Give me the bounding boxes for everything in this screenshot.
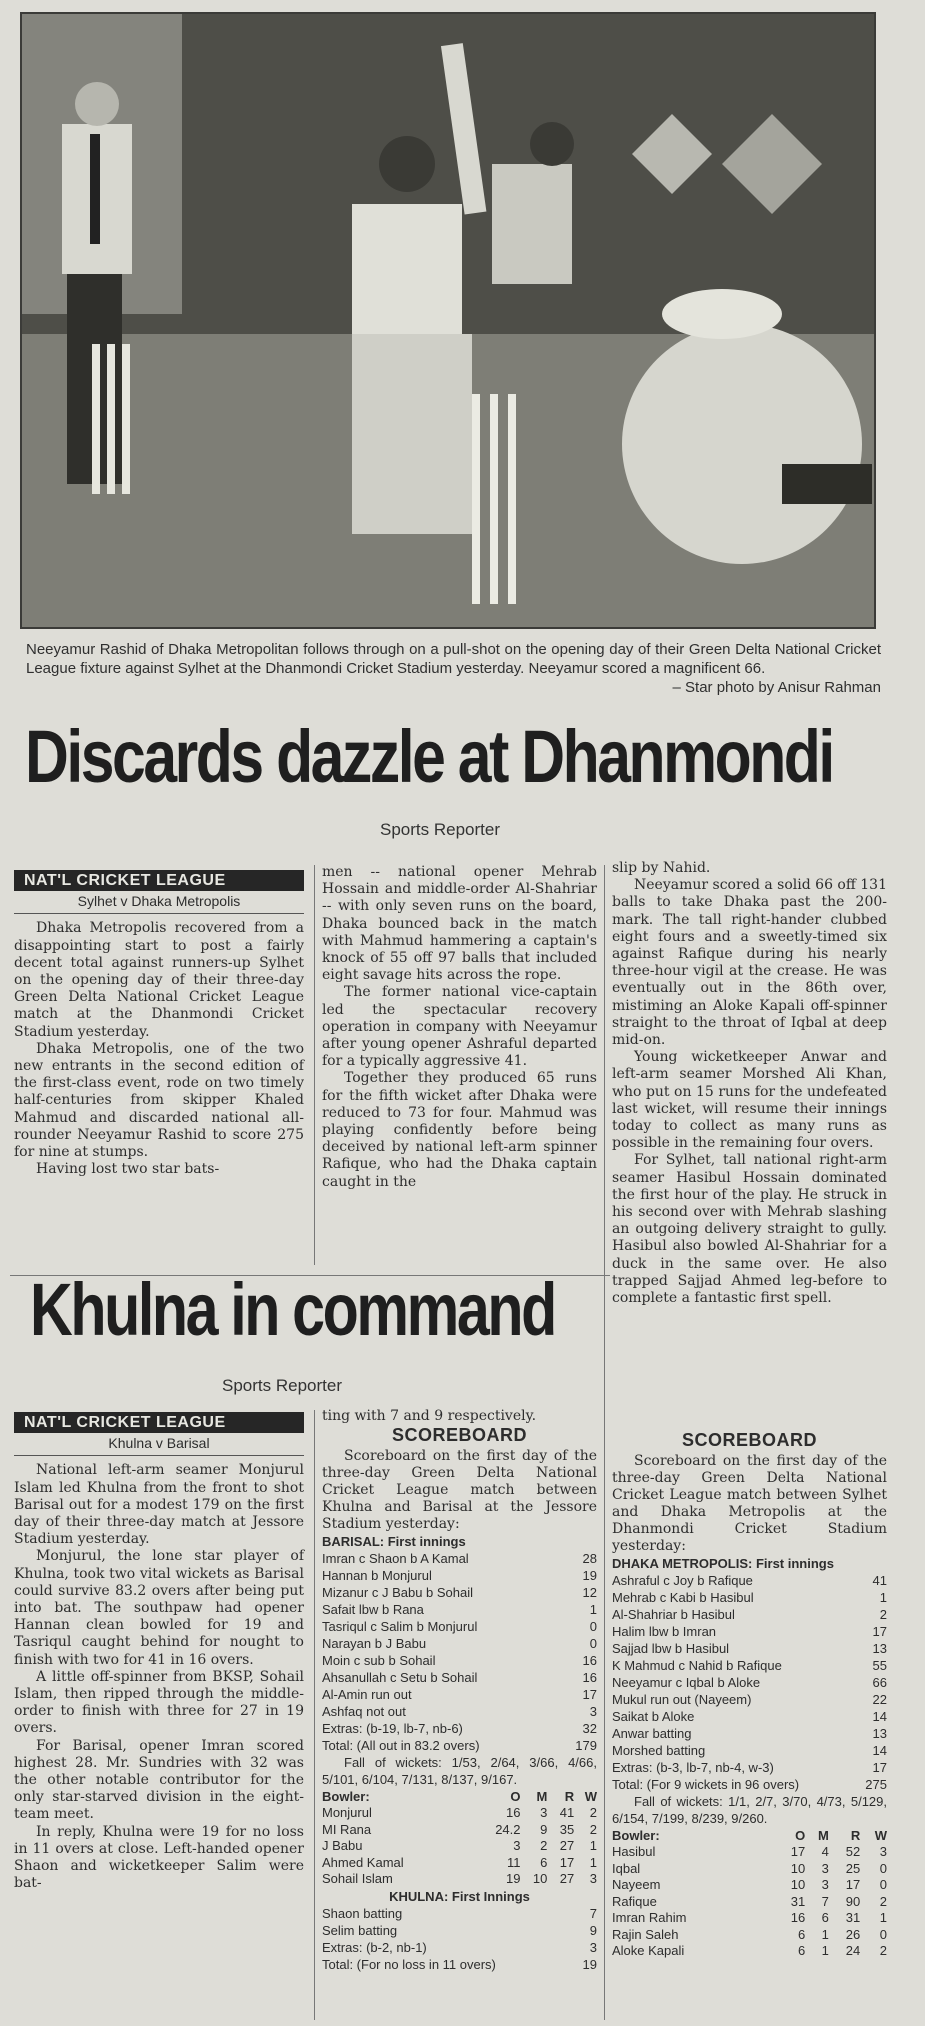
extras-row bbox=[612, 1759, 887, 1776]
bowler: Iqbal bbox=[612, 1860, 641, 1876]
story1-column-3 bbox=[612, 860, 887, 1307]
story2-col1-para: National left-arm seamer Monjurul Islam led Khulna from the front to shot Barisal out for a modest 179 on the first day of their three-day match at Jessore Stadium yesterday. bbox=[14, 1462, 304, 1548]
batsman: Neeyamur c Iqbal b Aloke bbox=[612, 1675, 761, 1690]
batting-row bbox=[612, 1691, 887, 1708]
innings-title: KHULNA: First Innings bbox=[389, 1888, 530, 1904]
bowling-row bbox=[612, 1927, 887, 1944]
overs: 3 bbox=[513, 1838, 521, 1853]
runs: 9 bbox=[589, 1922, 597, 1938]
bowler: Monjurul bbox=[322, 1805, 372, 1820]
batting-card bbox=[322, 1550, 597, 1754]
byline-story2: Sports Reporter bbox=[222, 1376, 342, 1395]
scoreboard-sylhet-dhaka bbox=[612, 1430, 887, 1960]
maidens: 1 bbox=[821, 1926, 829, 1942]
batting-row bbox=[322, 1922, 597, 1939]
overs: 16 bbox=[790, 1910, 806, 1925]
runs: 31 bbox=[845, 1910, 861, 1925]
total-row bbox=[322, 1956, 597, 1973]
runs: 32 bbox=[582, 1721, 597, 1736]
batsman: Al-Shahriar b Hasibul bbox=[612, 1607, 735, 1622]
runs: 27 bbox=[559, 1838, 575, 1853]
batting-row bbox=[612, 1572, 887, 1589]
bowling-row bbox=[322, 1871, 597, 1888]
story2-section-label: NAT'L CRICKET LEAGUE bbox=[14, 1412, 304, 1433]
overs: 6 bbox=[798, 1943, 806, 1958]
runs: 275 bbox=[865, 1777, 887, 1792]
runs: 3 bbox=[589, 1939, 597, 1955]
story2-col2-para: ting with 7 and 9 respectively. bbox=[322, 1408, 537, 1424]
runs: 3 bbox=[589, 1704, 597, 1719]
batsman: Narayan b J Babu bbox=[322, 1636, 427, 1651]
extras: Extras: (b-2, nb-1) bbox=[322, 1939, 427, 1955]
story1-col3-para: Young wicketkeeper Anwar and left-arm seamer Morshed Ali Khan, who put on 15 runs for the undefeated last wicket, will resume their innings today to collect as many runs as possible in the remaining four overs. bbox=[612, 1049, 887, 1152]
story1-col2-para: Together they produced 65 runs for the fifth wicket after Dhaka were reduced to 73 for four. Mahmud was playing confidently before being deceived by national left-arm spinner Rafique, who had the Dhaka captain caught in the bbox=[322, 1070, 597, 1190]
overs: 10 bbox=[790, 1877, 806, 1892]
col-header: Bowler: bbox=[322, 1789, 370, 1804]
overs: 24.2 bbox=[495, 1821, 521, 1837]
maidens: 9 bbox=[540, 1821, 548, 1837]
wickets: 1 bbox=[879, 1910, 887, 1925]
bowler: Aloke Kapali bbox=[612, 1943, 685, 1958]
innings-title: DHAKA METROPOLIS: First innings bbox=[612, 1556, 834, 1571]
overs: 10 bbox=[790, 1860, 806, 1876]
batting-row bbox=[322, 1550, 597, 1567]
batsman: Halim lbw b Imran bbox=[612, 1624, 717, 1639]
story2-col1-para: Monjurul, the lone star player of Khulna, took two vital wickets as Barisal could survive 83.2 overs after being put into bat. The southpaw had opener Hannan clean bowled for 19 and Tasriqul caught behind for nought to finish with two for 41 in 16 overs. bbox=[14, 1548, 304, 1668]
batting-row bbox=[322, 1669, 597, 1686]
batsman: Ashfaq not out bbox=[322, 1704, 406, 1719]
fall-of-wickets: Fall of wickets: 1/1, 2/7, 3/70, 4/73, 5/129, 6/154, 7/199, 8/239, 9/260. bbox=[612, 1794, 887, 1826]
bowling-row bbox=[322, 1805, 597, 1822]
story1-col3-para: For Sylhet, tall national right-arm seamer Hasibul Hossain dominated the first hour of the play. He struck in his second over with Mehrab slashing an outgoing delivery straight to gully. Hasibul also bowled Al-Shahriar for a duck in the same over. He also trapped Sajjad Ahmed leg-before to complete a fantastic first spell. bbox=[612, 1152, 887, 1307]
wickets: 0 bbox=[879, 1877, 887, 1892]
photo-caption bbox=[26, 640, 881, 697]
batting-row bbox=[322, 1618, 597, 1635]
runs: 41 bbox=[559, 1805, 575, 1820]
runs: 90 bbox=[845, 1893, 861, 1909]
col-header: M bbox=[536, 1789, 548, 1804]
batsman: Al-Amin run out bbox=[322, 1687, 412, 1702]
bowling-row bbox=[612, 1861, 887, 1878]
maidens: 4 bbox=[821, 1844, 829, 1859]
headline-khulna: Khulna in command bbox=[30, 1268, 555, 1351]
bowler: Hasibul bbox=[612, 1844, 656, 1859]
maidens: 3 bbox=[540, 1805, 548, 1820]
overs: 31 bbox=[790, 1893, 806, 1909]
overs: 17 bbox=[790, 1844, 806, 1859]
batsman: Hannan b Monjurul bbox=[322, 1568, 432, 1583]
batsman: Mukul run out (Nayeem) bbox=[612, 1692, 752, 1707]
runs: 16 bbox=[582, 1653, 597, 1668]
story1-col1-para: Dhaka Metropolis, one of the two new entrants in the second edition of the first-class event, rode on two timely half-centuries from skipper Khaled Mahmud and discarded national all-rounder Neeyamur Rashid to score 275 for nine at stumps. bbox=[14, 1040, 304, 1161]
batsman: Imran c Shaon b A Kamal bbox=[322, 1551, 469, 1566]
story1-col2-para: The former national vice-captain led the spectacular recovery operation in company with Neeyamur after young opener Ashraful departed for a typically aggressive 41. bbox=[322, 984, 597, 1070]
column-rule bbox=[314, 865, 315, 1265]
story2-col1-para: A little off-spinner from BKSP, Sohail Islam, then ripped through the middle-order to finish with three for 27 in 19 overs. bbox=[14, 1668, 304, 1737]
runs: 17 bbox=[582, 1687, 597, 1702]
runs: 17 bbox=[559, 1854, 575, 1870]
runs: 0 bbox=[589, 1619, 597, 1634]
batsman: Ashraful c Joy b Rafique bbox=[612, 1573, 753, 1588]
runs: 17 bbox=[872, 1624, 887, 1639]
story1-column-1 bbox=[14, 870, 304, 1178]
bowler: Rafique bbox=[612, 1893, 657, 1909]
total-row bbox=[612, 1776, 887, 1793]
col-header: W bbox=[874, 1828, 887, 1843]
extras-row bbox=[322, 1720, 597, 1737]
scoreboard-heading: SCOREBOARD bbox=[681, 1430, 817, 1450]
runs: 35 bbox=[559, 1821, 575, 1837]
wickets: 2 bbox=[879, 1943, 887, 1958]
col-header: R bbox=[850, 1828, 861, 1843]
bowling-header bbox=[322, 1788, 597, 1805]
wickets: 1 bbox=[589, 1838, 597, 1853]
col-header: R bbox=[564, 1789, 575, 1804]
total: Total: (For 9 wickets in 96 overs) bbox=[612, 1777, 800, 1792]
maidens: 3 bbox=[821, 1877, 829, 1892]
runs: 22 bbox=[872, 1692, 887, 1707]
batting-row bbox=[612, 1640, 887, 1657]
innings-title: BARISAL: First innings bbox=[322, 1534, 466, 1549]
runs: 14 bbox=[872, 1743, 887, 1758]
photo-credit: – Star photo by Anisur Rahman bbox=[672, 679, 881, 696]
extras: Extras: (b-19, lb-7, nb-6) bbox=[322, 1721, 463, 1736]
bowling-row bbox=[612, 1877, 887, 1894]
story1-col2-para: men -- national opener Mehrab Hossain and middle-order Al-Shahriar -- with only seven runs on the board, Dhaka bounced back in the match with Mahmud hammering a captain's knock of 55 off 97 balls that included eight savage hits across the rope. bbox=[322, 864, 597, 984]
story2-match-label: Khulna v Barisal bbox=[14, 1433, 304, 1456]
byline-story1: Sports Reporter bbox=[380, 820, 500, 839]
column-rule bbox=[604, 865, 605, 2020]
bowler: J Babu bbox=[322, 1838, 363, 1853]
bowler: Nayeem bbox=[612, 1877, 661, 1892]
wickets: 1 bbox=[589, 1854, 597, 1870]
batting-row bbox=[612, 1674, 887, 1691]
bowling-header bbox=[612, 1827, 887, 1844]
runs: 0 bbox=[589, 1636, 597, 1651]
batting-row bbox=[322, 1567, 597, 1584]
runs: 66 bbox=[872, 1675, 887, 1690]
headline-discards: Discards dazzle at Dhanmondi bbox=[25, 715, 833, 798]
bowler: Rajin Saleh bbox=[612, 1926, 679, 1942]
maidens: 2 bbox=[540, 1838, 548, 1853]
runs: 27 bbox=[559, 1871, 575, 1886]
col-header: O bbox=[510, 1789, 521, 1804]
batting-row bbox=[612, 1589, 887, 1606]
batting-row bbox=[322, 1686, 597, 1703]
runs: 13 bbox=[872, 1726, 887, 1741]
bowling-table bbox=[612, 1827, 887, 1960]
story1-col1-para: Dhaka Metropolis recovered from a disappointing start to post a fairly decent total against runners-up Sylhet on the opening day of their three-day Green Delta National Cricket League match at the Dhanmondi Cricket Stadium yesterday. bbox=[14, 920, 304, 1040]
col-header: O bbox=[795, 1828, 806, 1843]
maidens: 1 bbox=[821, 1943, 829, 1958]
overs: 6 bbox=[798, 1926, 806, 1942]
bowler: MI Rana bbox=[322, 1821, 372, 1837]
total-row bbox=[322, 1737, 597, 1754]
batsman: Safait lbw b Rana bbox=[322, 1602, 424, 1617]
runs: 24 bbox=[845, 1943, 861, 1958]
runs: 28 bbox=[582, 1551, 597, 1566]
batsman: Shaon batting bbox=[322, 1905, 403, 1921]
total: Total: (For no loss in 11 overs) bbox=[322, 1956, 496, 1972]
bowling-row bbox=[612, 1943, 887, 1960]
cricket-photo-illustration bbox=[22, 14, 874, 627]
scoreboard-heading: SCOREBOARD bbox=[391, 1425, 527, 1445]
runs: 19 bbox=[582, 1568, 597, 1583]
photo-caption-text: Neeyamur Rashid of Dhaka Metropolitan follows through on a pull-shot on the opening day of their Green Delta National Cricket League fixture against Sylhet at the Dhanmondi Cricket Stadium yesterday. Neeyamur scored a magnificent 66. bbox=[26, 641, 881, 677]
runs: 26 bbox=[845, 1926, 861, 1942]
batsman: Selim batting bbox=[322, 1922, 398, 1938]
scoreboard-khulna-barisal bbox=[322, 1408, 597, 1973]
runs: 179 bbox=[575, 1738, 597, 1753]
wickets: 2 bbox=[589, 1805, 597, 1820]
story1-section-label: NAT'L CRICKET LEAGUE bbox=[14, 870, 304, 891]
bowler: Imran Rahim bbox=[612, 1910, 687, 1925]
batting-row bbox=[612, 1742, 887, 1759]
wickets: 2 bbox=[589, 1821, 597, 1837]
scoreboard-intro: Scoreboard on the first day of the three-day Green Delta National Cricket League match between Khulna and Barisal at the Jessore Stadium yesterday: bbox=[322, 1448, 597, 1532]
batting-row bbox=[612, 1606, 887, 1623]
maidens: 10 bbox=[532, 1871, 548, 1886]
bowling-row bbox=[322, 1838, 597, 1855]
bowler: Sohail Islam bbox=[322, 1871, 393, 1886]
story1-col3-para: slip by Nahid. bbox=[612, 860, 711, 876]
story2-column-1 bbox=[14, 1412, 304, 1892]
batsman: Morshed batting bbox=[612, 1743, 706, 1758]
wickets: 3 bbox=[879, 1844, 887, 1859]
story1-col3-para: Neeyamur scored a solid 66 off 131 balls to take Dhaka past the 200-mark. The tall right-hander clubbed eight fours and a sweetly-timed six against Rafique during his nearly three-hour vigil at the crease. He was eventually out in the 86th over, mistiming an Aloke Kapali off-spinner straight to the throat of Iqbal at deep mid-on. bbox=[612, 877, 887, 1049]
runs: 1 bbox=[879, 1590, 887, 1605]
story1-column-2 bbox=[322, 864, 597, 1191]
runs: 1 bbox=[589, 1602, 597, 1617]
runs: 17 bbox=[872, 1760, 887, 1775]
batsman: Saikat b Aloke bbox=[612, 1709, 695, 1724]
bowling-table bbox=[322, 1788, 597, 1888]
maidens: 6 bbox=[540, 1854, 548, 1870]
batsman: Moin c sub b Sohail bbox=[322, 1653, 436, 1668]
col-header: M bbox=[817, 1828, 829, 1843]
runs: 16 bbox=[582, 1670, 597, 1685]
runs: 7 bbox=[589, 1905, 597, 1921]
runs: 14 bbox=[872, 1709, 887, 1724]
bowling-row bbox=[612, 1844, 887, 1861]
batsman: Sajjad lbw b Hasibul bbox=[612, 1641, 730, 1656]
bowling-row bbox=[322, 1822, 597, 1839]
overs: 16 bbox=[506, 1805, 521, 1820]
wickets: 0 bbox=[879, 1860, 887, 1876]
bowling-row bbox=[322, 1855, 597, 1872]
runs: 12 bbox=[582, 1585, 597, 1600]
maidens: 6 bbox=[821, 1910, 829, 1925]
batting-row bbox=[612, 1657, 887, 1674]
batsman: Mehrab c Kabi b Hasibul bbox=[612, 1590, 754, 1605]
bowling-row bbox=[612, 1894, 887, 1911]
batting-row bbox=[322, 1905, 597, 1922]
batsman: Tasriqul c Salim b Monjurul bbox=[322, 1619, 478, 1634]
batting-row bbox=[612, 1623, 887, 1640]
runs: 13 bbox=[872, 1641, 887, 1656]
runs: 17 bbox=[845, 1877, 861, 1892]
overs: 19 bbox=[506, 1871, 521, 1886]
story1-col1-para: Having lost two star bats- bbox=[36, 1161, 220, 1178]
maidens: 7 bbox=[821, 1893, 829, 1909]
batting-row bbox=[612, 1708, 887, 1725]
total: Total: (All out in 83.2 overs) bbox=[322, 1738, 480, 1753]
extras-row bbox=[322, 1939, 597, 1956]
runs: 52 bbox=[845, 1844, 861, 1859]
fall-of-wickets: Fall of wickets: 1/53, 2/64, 3/66, 4/66, 5/101, 6/104, 7/131, 8/137, 9/167. bbox=[322, 1755, 597, 1787]
batting-row bbox=[322, 1703, 597, 1720]
story2-col1-para: In reply, Khulna were 19 for no loss in 11 overs at close. Left-handed opener Shaon and wicketkeeper Salim were bat- bbox=[14, 1823, 304, 1892]
maidens: 3 bbox=[821, 1860, 829, 1876]
batting-row bbox=[322, 1601, 597, 1618]
batsman: Mizanur c J Babu b Sohail bbox=[322, 1585, 474, 1600]
batsman: Ahsanullah c Setu b Sohail bbox=[322, 1670, 478, 1685]
batsman: Anwar batting bbox=[612, 1726, 692, 1741]
batting-row bbox=[322, 1584, 597, 1601]
scoreboard-intro: Scoreboard on the first day of the three-day Green Delta National Cricket League match between Sylhet and Dhaka Metropolis at the Dhanmondi Cricket Stadium yesterday: bbox=[612, 1453, 887, 1554]
batting-row bbox=[322, 1652, 597, 1669]
runs: 25 bbox=[845, 1860, 861, 1876]
wickets: 2 bbox=[879, 1893, 887, 1909]
runs: 55 bbox=[872, 1658, 887, 1673]
runs: 41 bbox=[872, 1573, 887, 1588]
column-rule bbox=[314, 1410, 315, 2020]
wickets: 3 bbox=[589, 1871, 597, 1886]
bowler: Ahmed Kamal bbox=[322, 1854, 404, 1870]
batting-row bbox=[322, 1635, 597, 1652]
batsman: K Mahmud c Nahid b Rafique bbox=[612, 1658, 782, 1673]
story2-col1-para: For Barisal, opener Imran scored highest 28. Mr. Sundries with 32 was the other notable contributor for the only star-starved division in the eight-team meet. bbox=[14, 1737, 304, 1823]
batting-row bbox=[612, 1725, 887, 1742]
overs: 11 bbox=[507, 1854, 521, 1870]
col-header: Bowler: bbox=[612, 1828, 660, 1843]
runs: 2 bbox=[879, 1607, 887, 1622]
wickets: 0 bbox=[879, 1926, 887, 1942]
extras: Extras: (b-3, lb-7, nb-4, w-3) bbox=[612, 1760, 774, 1775]
col-header: W bbox=[584, 1789, 597, 1804]
runs: 19 bbox=[582, 1956, 597, 1972]
bowling-row bbox=[612, 1910, 887, 1927]
cricket-photo bbox=[20, 12, 876, 629]
story1-match-label: Sylhet v Dhaka Metropolis bbox=[14, 891, 304, 914]
